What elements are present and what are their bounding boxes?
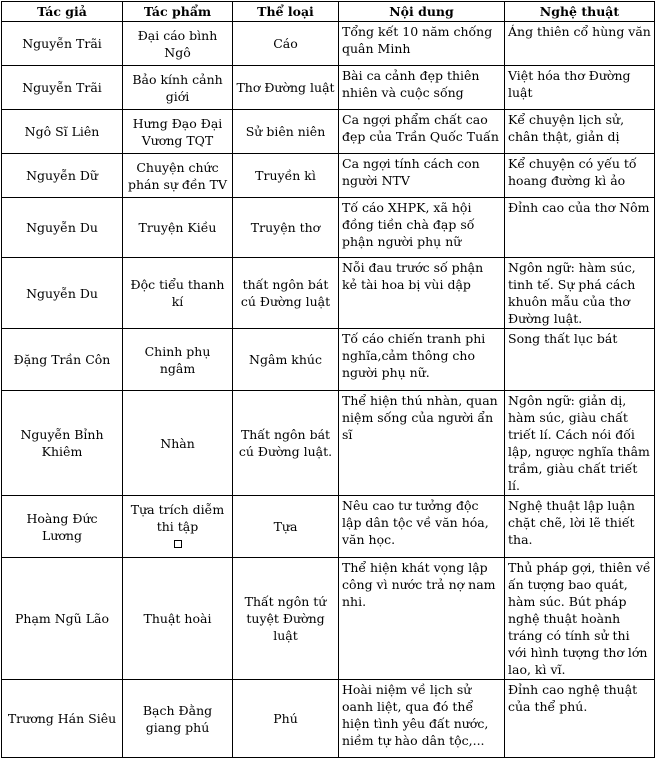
cell-work-text: Tựa trích diễm thi tập <box>130 502 225 534</box>
cell-art: Ngôn ngữ: giản dị, hàm súc, giàu chất triết lí. Cách nói đối lập, ngược nghĩa thâm trầm, giàu chất triết lí. <box>505 391 655 496</box>
cell-genre: thất ngôn bát cú Đường luật <box>233 258 339 329</box>
cell-work: Hưng Đạo Đại Vương TQT <box>123 110 233 154</box>
table-row <box>2 22 655 66</box>
cell-author: Trương Hán Siêu <box>2 680 123 758</box>
cell-genre: Truyền kì <box>233 154 339 198</box>
cell-content: Nỗi đau trước số phận kẻ tài hoa bị vùi dập <box>339 258 505 329</box>
table-row <box>2 258 655 329</box>
table-row <box>2 329 655 391</box>
table-row <box>2 680 655 758</box>
table-row <box>2 154 655 198</box>
header-author: Tác giả <box>2 2 123 22</box>
cell-author: Hoàng Đức Lương <box>2 496 123 558</box>
cell-genre: Thơ Đường luật <box>233 66 339 110</box>
cell-art: Thủ pháp gợi, thiên về ấn tượng bao quát, hàm súc. Bút pháp nghệ thuật hoành tráng có tính sử thi với hình tượng thơ lớn lao, kì vĩ. <box>505 558 655 680</box>
table-row <box>2 391 655 496</box>
cell-work: Nhàn <box>123 391 233 496</box>
cell-content: Ca ngợi tính cách con người NTV <box>339 154 505 198</box>
cell-author: Nguyễn Dữ <box>2 154 123 198</box>
cell-art: Đỉnh cao của thơ Nôm <box>505 198 655 258</box>
cell-genre: Thất ngôn bát cú Đường luật. <box>233 391 339 496</box>
table-row <box>2 496 655 558</box>
cell-work: Bảo kính cảnh giới <box>123 66 233 110</box>
cell-art: Nghệ thuật lập luận chặt chẽ, lời lẽ thiết tha. <box>505 496 655 558</box>
cell-work: Chinh phụ ngâm <box>123 329 233 391</box>
cell-work: Đại cáo bình Ngô <box>123 22 233 66</box>
cell-work: Bạch Đằng giang phú <box>123 680 233 758</box>
cell-genre: Truyện thơ <box>233 198 339 258</box>
cell-art: Ngôn ngữ: hàm súc, tinh tế. Sự phá cách khuôn mẫu của thơ Đường luật. <box>505 258 655 329</box>
cell-author: Nguyễn Trãi <box>2 66 123 110</box>
cell-author: Nguyễn Du <box>2 258 123 329</box>
cell-content: Tổng kết 10 năm chống quân Minh <box>339 22 505 66</box>
cell-author: Đặng Trần Côn <box>2 329 123 391</box>
cell-content: Ca ngợi phẩm chất cao đẹp của Trần Quốc Tuấn <box>339 110 505 154</box>
cell-genre: Sử biên niên <box>233 110 339 154</box>
cell-content: Thể hiện khát vọng lập công vì nước trả nợ nam nhi. <box>339 558 505 680</box>
cell-content: Tố cáo XHPK, xã hội đồng tiền chà đạp số phận người phụ nữ <box>339 198 505 258</box>
cell-art: Đỉnh cao nghệ thuật của thể phú. <box>505 680 655 758</box>
cell-art: Việt hóa thơ Đường luật <box>505 66 655 110</box>
literature-table <box>1 1 655 758</box>
cell-genre: Tựa <box>233 496 339 558</box>
cell-author: Nguyễn Bỉnh Khiêm <box>2 391 123 496</box>
cell-work: Thuật hoài <box>123 558 233 680</box>
cell-content: Hoài niệm về lịch sử oanh liệt, qua đó thể hiện tình yêu đất nước, niềm tự hào dân tộc,... <box>339 680 505 758</box>
cell-author: Nguyễn Du <box>2 198 123 258</box>
cell-content: Thể hiện thú nhàn, quan niệm sống của người ẩn sĩ <box>339 391 505 496</box>
table-row <box>2 66 655 110</box>
cell-genre: Ngâm khúc <box>233 329 339 391</box>
cell-author: Nguyễn Trãi <box>2 22 123 66</box>
table-row <box>2 198 655 258</box>
cell-author: Phạm Ngũ Lão <box>2 558 123 680</box>
cell-content: Tố cáo chiến tranh phi nghĩa,cảm thông cho người phụ nữ. <box>339 329 505 391</box>
header-genre: Thể loại <box>233 2 339 22</box>
header-content: Nội dung <box>339 2 505 22</box>
table-row <box>2 558 655 680</box>
cell-art: Kể chuyện lịch sử, chân thật, giản dị <box>505 110 655 154</box>
cell-art: Kể chuyện có yếu tố hoang đường kì ảo <box>505 154 655 198</box>
cell-work: Độc tiểu thanh kí <box>123 258 233 329</box>
header-work: Tác phẩm <box>123 2 233 22</box>
square-marker-icon <box>174 540 182 548</box>
cell-work: Truyện Kiều <box>123 198 233 258</box>
cell-art: Áng thiên cổ hùng văn <box>505 22 655 66</box>
cell-genre: Thất ngôn tứ tuyệt Đường luật <box>233 558 339 680</box>
header-row <box>2 2 655 22</box>
cell-work: Chuyện chức phán sự đền TV <box>123 154 233 198</box>
cell-author: Ngô Sĩ Liên <box>2 110 123 154</box>
header-art: Nghệ thuật <box>505 2 655 22</box>
cell-art: Song thất lục bát <box>505 329 655 391</box>
table-row <box>2 110 655 154</box>
cell-genre: Phú <box>233 680 339 758</box>
cell-genre: Cáo <box>233 22 339 66</box>
cell-work <box>123 496 233 558</box>
cell-content: Bài ca cảnh đẹp thiên nhiên và cuộc sống <box>339 66 505 110</box>
cell-content: Nêu cao tư tưởng độc lập dân tộc về văn hóa, văn học. <box>339 496 505 558</box>
